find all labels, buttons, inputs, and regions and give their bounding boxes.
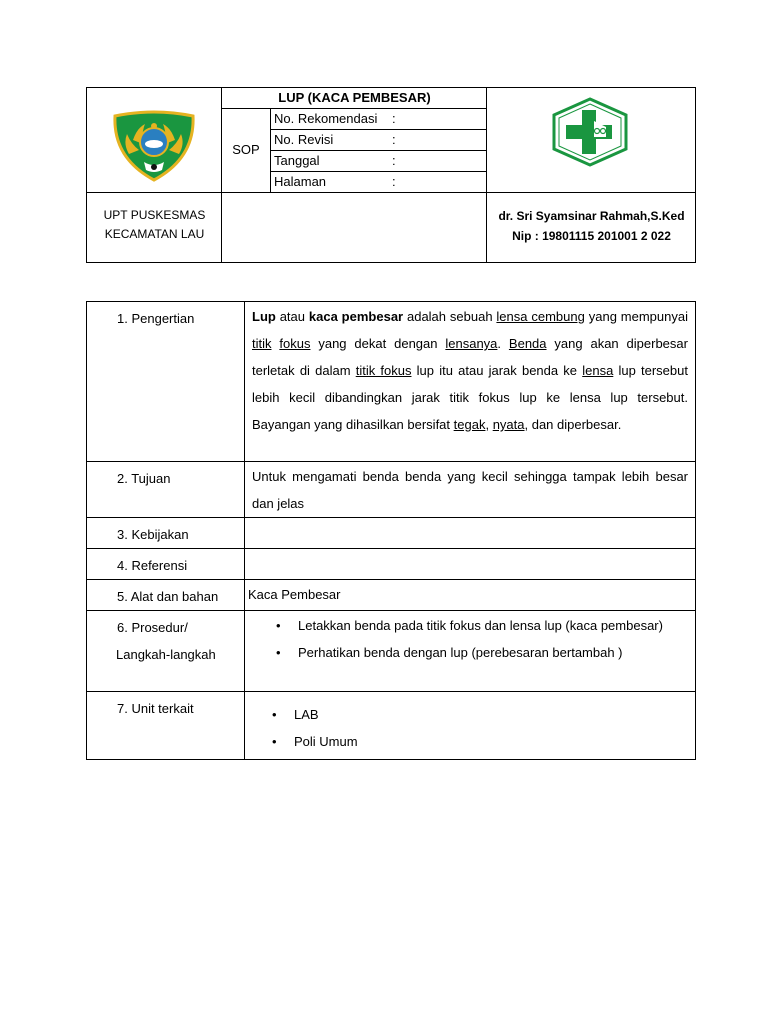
pengertian-run: adalah sebuah (403, 309, 497, 324)
tujuan-text: Untuk mengamati benda benda yang kecil sehingga tampak lebih besar dan jelas (252, 469, 688, 511)
table-row (87, 518, 696, 549)
row-label: 3. Kebijakan (117, 527, 189, 542)
regency-shield-logo-icon (111, 110, 197, 182)
table-row (87, 611, 696, 692)
pengertian-run: Lup (252, 309, 276, 324)
meta-row-tanggal: Tanggal : (274, 153, 396, 168)
list-item: • LAB (294, 701, 688, 728)
pengertian-run: Benda (508, 336, 547, 351)
sop-header (86, 87, 696, 263)
table-row (87, 302, 696, 462)
pengertian-run: . (497, 336, 509, 351)
table-row (87, 462, 696, 518)
pengertian-run: yang mempunyai (584, 309, 688, 324)
pengertian-run: , dan diperbesar. (524, 417, 622, 432)
pengertian-run: tegak (453, 417, 486, 432)
row-label: 1. Pengertian (117, 311, 195, 326)
pengertian-run: , (485, 417, 493, 432)
unit-list (252, 701, 688, 755)
doctor-nip: Nip : 19801115 201001 2 022 (512, 229, 671, 243)
pengertian-run: lensanya (445, 336, 498, 351)
doctor-name: dr. Sri Syamsinar Rahmah,S.Ked (498, 209, 685, 223)
pengertian-run: titik fokus (355, 363, 412, 378)
document-title: LUP (KACA PEMBESAR) (278, 90, 431, 105)
list-item: • Perhatikan benda dengan lup (perebesaran bertambah ) (298, 639, 688, 666)
pengertian-run: kaca pembesar (308, 309, 404, 324)
pengertian-run: nyata (492, 417, 525, 432)
pengertian-run: lensa (582, 363, 614, 378)
kebijakan-text (245, 518, 695, 519)
pengertian-run: fokus (279, 336, 311, 351)
list-item: • Letakkan benda pada titik fokus dan lensa lup (kaca pembesar) (298, 612, 688, 639)
list-item: • Poli Umum (294, 728, 688, 755)
row-label: 2. Tujuan (117, 471, 171, 486)
sop-label: SOP (232, 142, 260, 157)
row-label: 6. Prosedur/ Langkah-langkah (116, 620, 216, 662)
referensi-text (245, 549, 695, 550)
meta-row-halaman: Halaman : (274, 174, 396, 189)
organization-name: UPT PUSKESMAS KECAMATAN LAU (103, 208, 206, 241)
row-label: 4. Referensi (117, 558, 188, 573)
sop-content-table (86, 301, 696, 760)
table-row (87, 692, 696, 760)
row-label: 7. Unit terkait (117, 701, 194, 716)
pengertian-run: atau (275, 309, 309, 324)
pengertian-run: lup tersebut lebih kecil dibandingkan jarak titik fokus lup ke lensa lup tersebut. Bayangan yang dihasilkan bersifat (252, 363, 688, 432)
pengertian-run: titik (252, 336, 272, 351)
pengertian-run: yang akan diperbesar terletak di dalam (252, 336, 688, 378)
table-row (87, 549, 696, 580)
table-row (87, 580, 696, 611)
meta-row-rekomendasi: No. Rekomendasi : (274, 111, 396, 126)
pengertian-run: lensa cembung (496, 309, 585, 324)
alat-bahan-text: Kaca Pembesar (248, 587, 341, 602)
row-label: 5. Alat dan bahan (117, 589, 219, 604)
pengertian-run: lup itu atau jarak benda ke (411, 363, 583, 378)
pengertian-run: yang dekat dengan (310, 336, 446, 351)
signatory (487, 193, 696, 263)
procedure-list (252, 612, 688, 666)
puskesmas-cross-logo-icon (550, 97, 630, 167)
meta-row-revisi: No. Revisi : (274, 132, 396, 147)
pengertian-text (245, 302, 695, 438)
